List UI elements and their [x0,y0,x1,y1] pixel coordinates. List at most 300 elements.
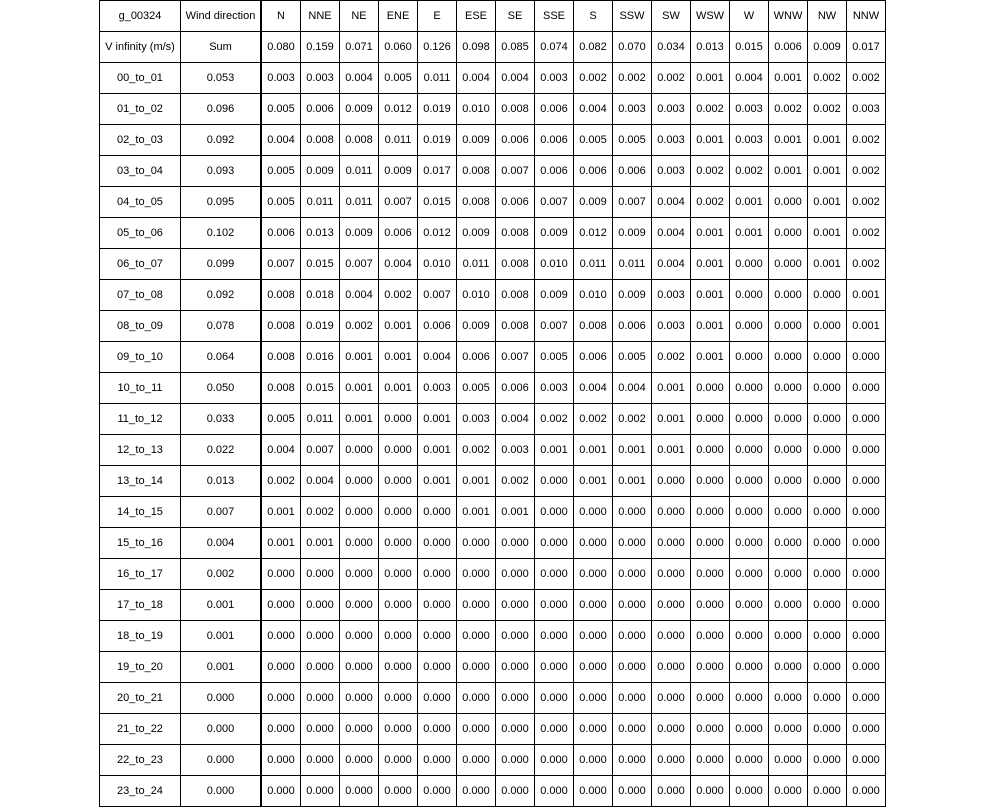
table-cell: 0.009 [613,218,652,249]
table-cell: 0.008 [261,280,301,311]
table-cell: 0.007 [496,342,535,373]
table-cell: 0.001 [181,652,262,683]
table-cell: 0.004 [496,63,535,94]
table-cell: 0.000 [535,621,574,652]
table-cell: 0.000 [847,745,886,776]
table-cell: 0.000 [379,621,418,652]
table-cell: 0.015 [730,32,769,63]
table-cell: 0.001 [379,342,418,373]
table-cell: 0.000 [535,497,574,528]
table-cell: 0.000 [808,745,847,776]
table-cell: 0.000 [340,683,379,714]
table-cell: 0.005 [613,342,652,373]
table-cell: 0.000 [691,559,730,590]
table-cell: 0.000 [418,528,457,559]
table-cell: 0.001 [808,249,847,280]
table-cell: 0.000 [379,528,418,559]
table-cell: 0.001 [181,590,262,621]
table-cell: 0.000 [613,745,652,776]
table-cell: 0.001 [574,435,613,466]
table-cell: 0.004 [652,249,691,280]
table-cell: 0.093 [181,156,262,187]
table-cell: 0.000 [340,652,379,683]
table-cell: 0.001 [418,435,457,466]
table-cell: 0.000 [574,776,613,807]
table-cell: 0.008 [261,373,301,404]
table-cell: 0.001 [652,373,691,404]
table-cell: 0.000 [379,559,418,590]
table-cell: 0.000 [730,621,769,652]
table-cell: 0.071 [340,32,379,63]
table-cell: 0.002 [808,63,847,94]
header-cell: ESE [457,1,496,32]
table-row [100,497,886,528]
table-cell: 0.000 [652,745,691,776]
table-cell: 0.001 [340,373,379,404]
table-cell: 0.005 [535,342,574,373]
table-cell: 0.001 [730,187,769,218]
table-cell: 0.002 [496,466,535,497]
table-cell: 0.000 [261,652,301,683]
table-cell: 0.006 [613,156,652,187]
table-cell: 0.006 [379,218,418,249]
table-cell: 0.002 [691,94,730,125]
table-cell: 0.000 [457,559,496,590]
header-cell: NNW [847,1,886,32]
row-label-cell: 15_to_16 [100,528,181,559]
header-cell: Wind direction [181,1,262,32]
table-cell: 0.053 [181,63,262,94]
table-cell: 0.000 [808,497,847,528]
table-cell: 0.000 [418,497,457,528]
table-row [100,218,886,249]
table-cell: 0.000 [301,714,340,745]
table-cell: 0.007 [535,187,574,218]
table-cell: 0.001 [691,342,730,373]
table-cell: 0.006 [261,218,301,249]
table-row [100,621,886,652]
table-cell: 0.000 [769,559,808,590]
table-cell: 0.000 [535,590,574,621]
table-cell: 0.000 [847,621,886,652]
table-cell: 0.011 [340,187,379,218]
table-cell: 0.000 [847,683,886,714]
table-cell: 0.000 [847,528,886,559]
table-cell: 0.000 [730,559,769,590]
table-cell: 0.000 [613,776,652,807]
table-cell: 0.000 [730,435,769,466]
table-cell: 0.017 [418,156,457,187]
table-cell: 0.000 [652,528,691,559]
table-cell: 0.099 [181,249,262,280]
table-cell: 0.011 [301,187,340,218]
header-cell: SE [496,1,535,32]
table-cell: 0.005 [261,404,301,435]
table-cell: 0.000 [261,776,301,807]
table-cell: 0.000 [340,590,379,621]
table-cell: 0.001 [261,528,301,559]
table-cell: 0.000 [769,435,808,466]
table-cell: 0.009 [574,187,613,218]
table-cell: 0.095 [181,187,262,218]
table-body [100,1,886,807]
table-cell: 0.070 [613,32,652,63]
table-cell: 0.004 [457,63,496,94]
table-cell: 0.000 [535,466,574,497]
table-cell: 0.007 [418,280,457,311]
table-cell: 0.001 [691,218,730,249]
table-cell: 0.000 [730,528,769,559]
table-cell: 0.001 [181,621,262,652]
table-cell: 0.003 [301,63,340,94]
table-cell: 0.000 [496,714,535,745]
header-cell: W [730,1,769,32]
table-cell: 0.000 [769,311,808,342]
table-cell: 0.006 [535,94,574,125]
table-cell: 0.001 [613,466,652,497]
table-cell: 0.000 [613,497,652,528]
table-cell: 0.000 [691,776,730,807]
table-cell: 0.000 [652,621,691,652]
table-cell: 0.013 [691,32,730,63]
table-cell: 0.009 [457,125,496,156]
table-cell: 0.001 [379,311,418,342]
table-cell: 0.001 [847,280,886,311]
table-cell: 0.000 [535,528,574,559]
table-cell: 0.003 [535,373,574,404]
table-cell: 0.000 [418,776,457,807]
table-cell: 0.000 [730,249,769,280]
table-cell: 0.004 [730,63,769,94]
table-cell: 0.001 [457,466,496,497]
header-cell: NNE [301,1,340,32]
row-label-cell: 17_to_18 [100,590,181,621]
table-cell: 0.006 [496,125,535,156]
header-cell: WSW [691,1,730,32]
table-cell: 0.008 [261,311,301,342]
row-label-cell: 01_to_02 [100,94,181,125]
table-cell: 0.000 [652,652,691,683]
table-cell: 0.002 [574,404,613,435]
table-cell: 0.005 [261,94,301,125]
table-cell: 0.003 [730,125,769,156]
table-cell: 0.004 [613,373,652,404]
table-cell: 0.064 [181,342,262,373]
table-cell: 0.000 [379,745,418,776]
table-cell: 0.000 [847,373,886,404]
table-cell: 0.000 [261,714,301,745]
table-cell: 0.013 [301,218,340,249]
table-cell: 0.002 [301,497,340,528]
table-cell: 0.000 [418,745,457,776]
table-row [100,528,886,559]
row-label-cell: 13_to_14 [100,466,181,497]
table-cell: 0.000 [730,373,769,404]
table-cell: 0.000 [301,590,340,621]
table-cell: 0.078 [181,311,262,342]
table-cell: 0.000 [496,776,535,807]
table-cell: 0.000 [379,714,418,745]
row-label-cell: 09_to_10 [100,342,181,373]
table-cell: 0.005 [379,63,418,94]
table-cell: 0.000 [652,559,691,590]
table-cell: 0.000 [691,714,730,745]
table-cell: 0.006 [301,94,340,125]
table-cell: 0.009 [457,218,496,249]
table-cell: 0.006 [535,125,574,156]
table-cell: 0.000 [808,621,847,652]
table-cell: 0.004 [418,342,457,373]
table-cell: 0.000 [340,745,379,776]
table-cell: 0.004 [340,63,379,94]
table-cell: 0.000 [613,652,652,683]
table-cell: 0.012 [379,94,418,125]
row-label-cell: 04_to_05 [100,187,181,218]
table-row [100,373,886,404]
table-cell: 0.000 [847,404,886,435]
header-cell: S [574,1,613,32]
table-cell: 0.000 [340,466,379,497]
table-cell: 0.009 [535,218,574,249]
table-cell: 0.000 [496,590,535,621]
table-cell: 0.000 [379,404,418,435]
table-header-row [100,1,886,32]
table-cell: 0.015 [418,187,457,218]
table-cell: 0.000 [769,652,808,683]
table-cell: 0.002 [691,187,730,218]
table-cell: 0.000 [730,745,769,776]
table-cell: 0.001 [691,125,730,156]
table-cell: 0.000 [574,652,613,683]
table-cell: 0.010 [535,249,574,280]
table-cell: 0.015 [301,373,340,404]
table-cell: 0.000 [769,528,808,559]
table-cell: 0.001 [691,311,730,342]
row-label-cell: 10_to_11 [100,373,181,404]
header-cell: WNW [769,1,808,32]
table-cell: 0.000 [730,714,769,745]
table-cell: 0.004 [652,218,691,249]
table-cell: 0.000 [340,714,379,745]
row-label-cell: 14_to_15 [100,497,181,528]
table-cell: 0.000 [808,590,847,621]
table-cell: 0.000 [769,714,808,745]
table-cell: 0.000 [261,621,301,652]
table-cell: 0.001 [574,466,613,497]
table-cell: 0.000 [769,776,808,807]
table-cell: 0.000 [457,528,496,559]
table-cell: 0.000 [574,528,613,559]
table-cell: 0.002 [379,280,418,311]
table-cell: 0.002 [847,249,886,280]
table-cell: 0.000 [613,590,652,621]
table-cell: 0.000 [340,776,379,807]
table-row [100,342,886,373]
table-cell: 0.001 [769,125,808,156]
row-label-cell: 06_to_07 [100,249,181,280]
table-row [100,32,886,63]
table-cell: 0.001 [691,249,730,280]
table-cell: 0.000 [301,621,340,652]
table-cell: 0.000 [496,745,535,776]
table-cell: 0.003 [535,63,574,94]
table-cell: 0.001 [418,466,457,497]
table-cell: 0.000 [652,590,691,621]
table-cell: 0.000 [691,652,730,683]
table-cell: 0.096 [181,94,262,125]
table-row [100,187,886,218]
header-cell: SSW [613,1,652,32]
table-cell: 0.000 [808,466,847,497]
row-label-cell: 07_to_08 [100,280,181,311]
table-cell: 0.000 [574,745,613,776]
table-cell: 0.000 [301,776,340,807]
table-cell: 0.002 [340,311,379,342]
table-cell: 0.000 [535,559,574,590]
row-label-cell: V infinity (m/s) [100,32,181,63]
table-cell: 0.000 [691,435,730,466]
table-cell: 0.019 [301,311,340,342]
table-cell: 0.000 [457,621,496,652]
table-cell: 0.002 [535,404,574,435]
table-cell: 0.003 [418,373,457,404]
table-cell: 0.000 [769,466,808,497]
row-label-cell: 00_to_01 [100,63,181,94]
table-cell: 0.000 [379,652,418,683]
table-cell: 0.000 [808,528,847,559]
table-cell: 0.000 [301,559,340,590]
table-cell: 0.002 [847,63,886,94]
table-cell: 0.000 [418,714,457,745]
table-cell: 0.000 [769,683,808,714]
table-cell: 0.092 [181,280,262,311]
table-cell: 0.000 [808,311,847,342]
table-cell: 0.000 [379,435,418,466]
table-row [100,683,886,714]
table-cell: 0.003 [730,94,769,125]
table-cell: 0.000 [535,745,574,776]
table-cell: 0.000 [808,714,847,745]
table-cell: 0.003 [652,125,691,156]
table-cell: 0.000 [769,249,808,280]
table-cell: 0.006 [496,373,535,404]
table-cell: 0.009 [340,94,379,125]
table-cell: 0.000 [379,466,418,497]
table-cell: 0.000 [457,745,496,776]
table-cell: 0.000 [730,342,769,373]
table-cell: 0.004 [496,404,535,435]
table-cell: 0.000 [769,497,808,528]
table-cell: 0.008 [457,187,496,218]
table-cell: 0.006 [574,156,613,187]
table-cell: 0.007 [496,156,535,187]
table-cell: 0.000 [574,714,613,745]
table-cell: 0.000 [730,404,769,435]
table-cell: 0.008 [574,311,613,342]
table-cell: 0.004 [379,249,418,280]
table-cell: 0.000 [613,528,652,559]
table-cell: 0.017 [847,32,886,63]
table-row [100,404,886,435]
table-cell: 0.080 [261,32,301,63]
table-cell: 0.000 [769,745,808,776]
table-cell: 0.082 [574,32,613,63]
table-cell: 0.011 [340,156,379,187]
table-cell: 0.004 [261,125,301,156]
table-cell: 0.000 [691,373,730,404]
table-cell: 0.001 [652,435,691,466]
table-cell: 0.033 [181,404,262,435]
table-cell: 0.000 [808,652,847,683]
table-cell: 0.012 [418,218,457,249]
table-cell: 0.000 [691,590,730,621]
table-cell: 0.000 [457,590,496,621]
table-cell: 0.000 [574,590,613,621]
table-cell: 0.018 [301,280,340,311]
table-cell: 0.003 [652,280,691,311]
header-cell: ENE [379,1,418,32]
table-cell: 0.009 [301,156,340,187]
table-cell: 0.000 [418,652,457,683]
header-cell: NW [808,1,847,32]
row-label-cell: 19_to_20 [100,652,181,683]
table-cell: 0.019 [418,125,457,156]
table-cell: 0.000 [301,652,340,683]
table-cell: 0.102 [181,218,262,249]
table-cell: 0.005 [457,373,496,404]
table-cell: 0.003 [613,94,652,125]
table-cell: 0.008 [496,249,535,280]
table-cell: 0.002 [652,342,691,373]
table-cell: 0.000 [457,776,496,807]
table-cell: 0.000 [613,714,652,745]
table-cell: 0.000 [301,683,340,714]
table-cell: 0.012 [574,218,613,249]
table-cell: 0.004 [261,435,301,466]
table-cell: 0.000 [535,776,574,807]
table-cell: 0.000 [574,683,613,714]
table-cell: 0.000 [652,776,691,807]
table-cell: 0.000 [418,621,457,652]
table-cell: 0.002 [847,156,886,187]
table-cell: 0.000 [808,280,847,311]
table-cell: 0.001 [691,63,730,94]
table-cell: 0.159 [301,32,340,63]
table-cell: 0.004 [181,528,262,559]
row-label-cell: 12_to_13 [100,435,181,466]
table-cell: 0.000 [691,528,730,559]
table-cell: 0.034 [652,32,691,63]
table-cell: 0.050 [181,373,262,404]
table-cell: 0.010 [457,94,496,125]
table-cell: 0.000 [730,466,769,497]
table-cell: 0.000 [261,590,301,621]
table-cell: 0.000 [181,745,262,776]
table-cell: 0.010 [574,280,613,311]
table-cell: 0.001 [261,497,301,528]
table-cell: 0.085 [496,32,535,63]
table-cell: 0.000 [613,621,652,652]
table-cell: 0.000 [847,652,886,683]
table-cell: 0.000 [379,497,418,528]
table-row [100,559,886,590]
table-cell: 0.003 [652,94,691,125]
table-cell: 0.002 [574,63,613,94]
table-row [100,714,886,745]
header-cell: E [418,1,457,32]
table-cell: 0.000 [730,683,769,714]
table-cell: 0.000 [847,559,886,590]
